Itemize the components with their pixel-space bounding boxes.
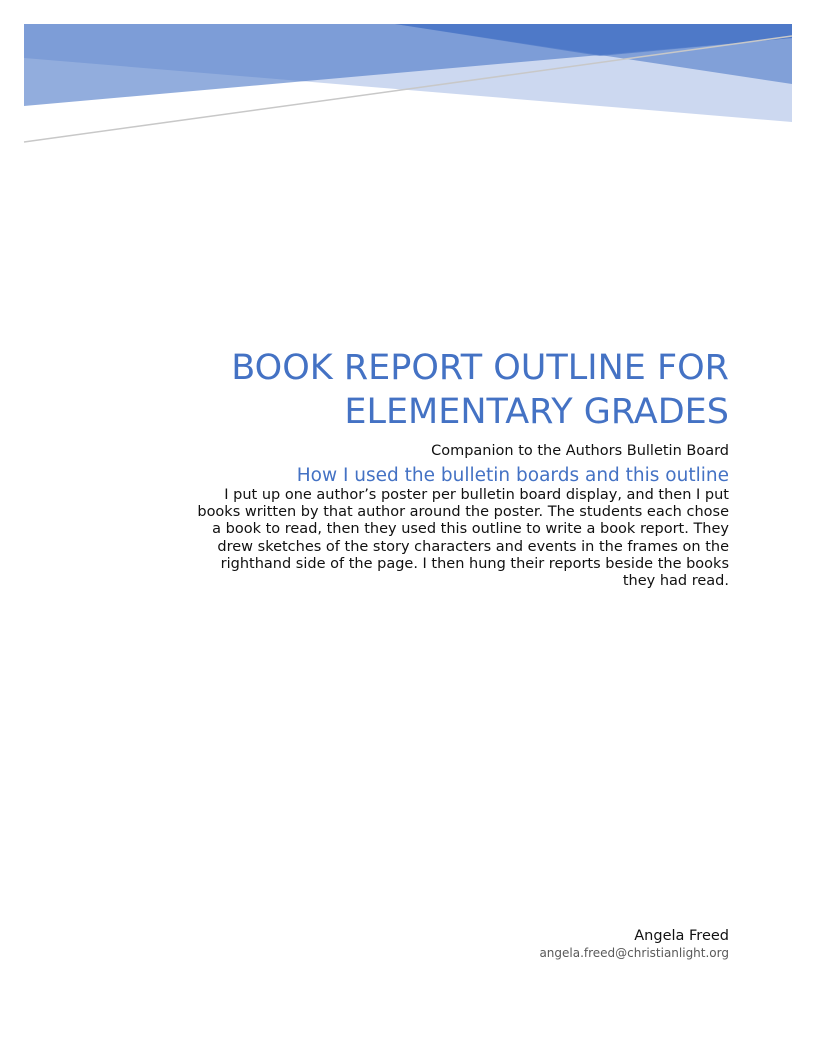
- document-title: BOOK REPORT OUTLINE FOR ELEMENTARY GRADES: [231, 348, 729, 432]
- header-banner-graphic: [0, 0, 817, 160]
- author-name: Angela Freed: [634, 928, 729, 944]
- document-subtitle: Companion to the Authors Bulletin Board: [431, 443, 729, 459]
- section-heading: How I used the bulletin boards and this outline: [296, 465, 729, 486]
- author-email: angela.freed@christianlight.org: [539, 946, 729, 960]
- abstract-paragraph: I put up one author’s poster per bulletin board display, and then I put books written by that author around the poster. The students each chose a book to read, then they used this outline to write a book report. They drew sketches of the story characters and events in the frames on the righthand side of the page. I then hung their reports beside the books they had read.: [197, 487, 729, 590]
